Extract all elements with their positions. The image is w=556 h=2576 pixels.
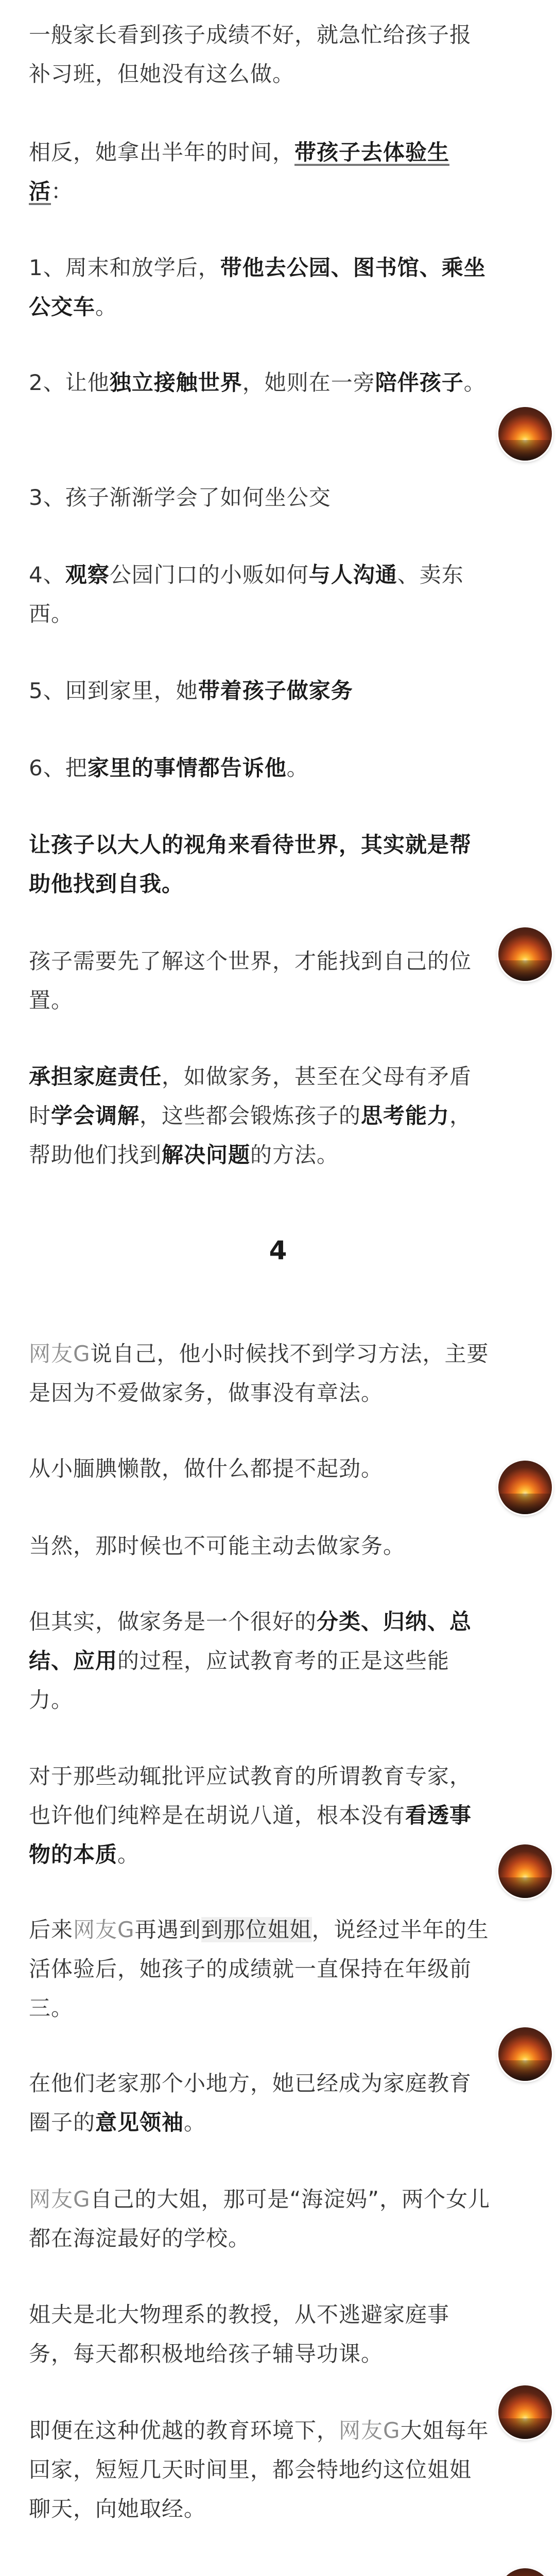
- sunset-avatar-icon[interactable]: [498, 2385, 552, 2439]
- username-mention[interactable]: 网友G: [29, 1341, 91, 1366]
- sunset-avatar-icon[interactable]: [498, 407, 552, 461]
- paragraph: 2、让他独立接触世界，她则在一旁陪伴孩子。: [29, 370, 486, 395]
- link-text[interactable]: 带孩子去体验生活: [29, 140, 450, 204]
- paragraph: 姐夫是北大物理系的教授，从不逃避家庭事务，每天都积极地给孩子辅导功课。: [29, 2302, 450, 2366]
- paragraph: 网友G说自己，他小时候找不到学习方法，主要是因为不爱做家务，做事没有章法。: [29, 1341, 489, 1405]
- paragraph: 相反，她拿出半年的时间，带孩子去体验生活：: [29, 140, 450, 204]
- paragraph: 后来网友G再遇到到那位姐姐，说经过半年的生活体验后，她孩子的成绩就一直保持在年级前三。: [29, 1917, 489, 2021]
- paragraph: 3、孩子渐渐学会了如何坐公交: [29, 485, 331, 510]
- paragraph: 孩子需要先了解这个世界，才能找到自己的位置。: [29, 948, 472, 1013]
- section-heading: 4: [269, 1235, 287, 1265]
- username-mention[interactable]: 网友G: [29, 2187, 91, 2212]
- paragraph: 当然，那时候也不可能主动去做家务。: [29, 1533, 406, 1558]
- paragraph: 6、把家里的事情都告诉他。: [29, 755, 309, 781]
- paragraph: 对于那些动辄批评应试教育的所谓教育专家，也许他们纯粹是在胡说八道，根本没有看透事物的本质。: [29, 1764, 472, 1867]
- username-mention[interactable]: 网友G: [339, 2418, 401, 2443]
- paragraph: 在他们老家那个小地方，她已经成为家庭教育圈子的意见领袖。: [29, 2071, 472, 2135]
- username-mention[interactable]: 网友G: [73, 1917, 135, 1942]
- paragraph: 一般家长看到孩子成绩不好，就急忙给孩子报补习班，但她没有这么做。: [29, 22, 472, 87]
- paragraph: 1、周末和放学后，带他去公园、图书馆、乘坐公交车。: [29, 255, 486, 319]
- paragraph: 承担家庭责任，如做家务，甚至在父母有矛盾时学会调解，这些都会锻炼孩子的思考能力，帮助他们找到解决问题的方法。: [29, 1064, 472, 1167]
- paragraph: 4、观察公园门口的小贩如何与人沟通、卖东西。: [29, 562, 464, 626]
- sunset-avatar-icon[interactable]: [498, 1461, 552, 1514]
- paragraph: 让孩子以大人的视角来看待世界，其实就是帮助他找到自我。: [29, 832, 472, 896]
- paragraph: 但其实，做家务是一个很好的分类、归纳、总结、应用的过程，应试教育考的正是这些能力。: [29, 1609, 472, 1713]
- paragraph: 网友G自己的大姐，那可是“海淀妈”，两个女儿都在海淀最好的学校。: [29, 2187, 491, 2251]
- sunset-avatar-icon[interactable]: [498, 1844, 552, 1898]
- sunset-avatar-icon[interactable]: [498, 927, 552, 981]
- paragraph: 5、回到家里，她带着孩子做家务: [29, 678, 353, 703]
- paragraph: 从小腼腆懒散，做什么都提不起劲。: [29, 1456, 384, 1481]
- sunset-avatar-icon[interactable]: [498, 2027, 552, 2081]
- sunset-avatar-icon[interactable]: [498, 2568, 552, 2576]
- paragraph: 即便在这种优越的教育环境下，网友G大姐每年回家，短短几天时间里，都会特地约这位姐姐聊天，向她取经。: [29, 2418, 489, 2521]
